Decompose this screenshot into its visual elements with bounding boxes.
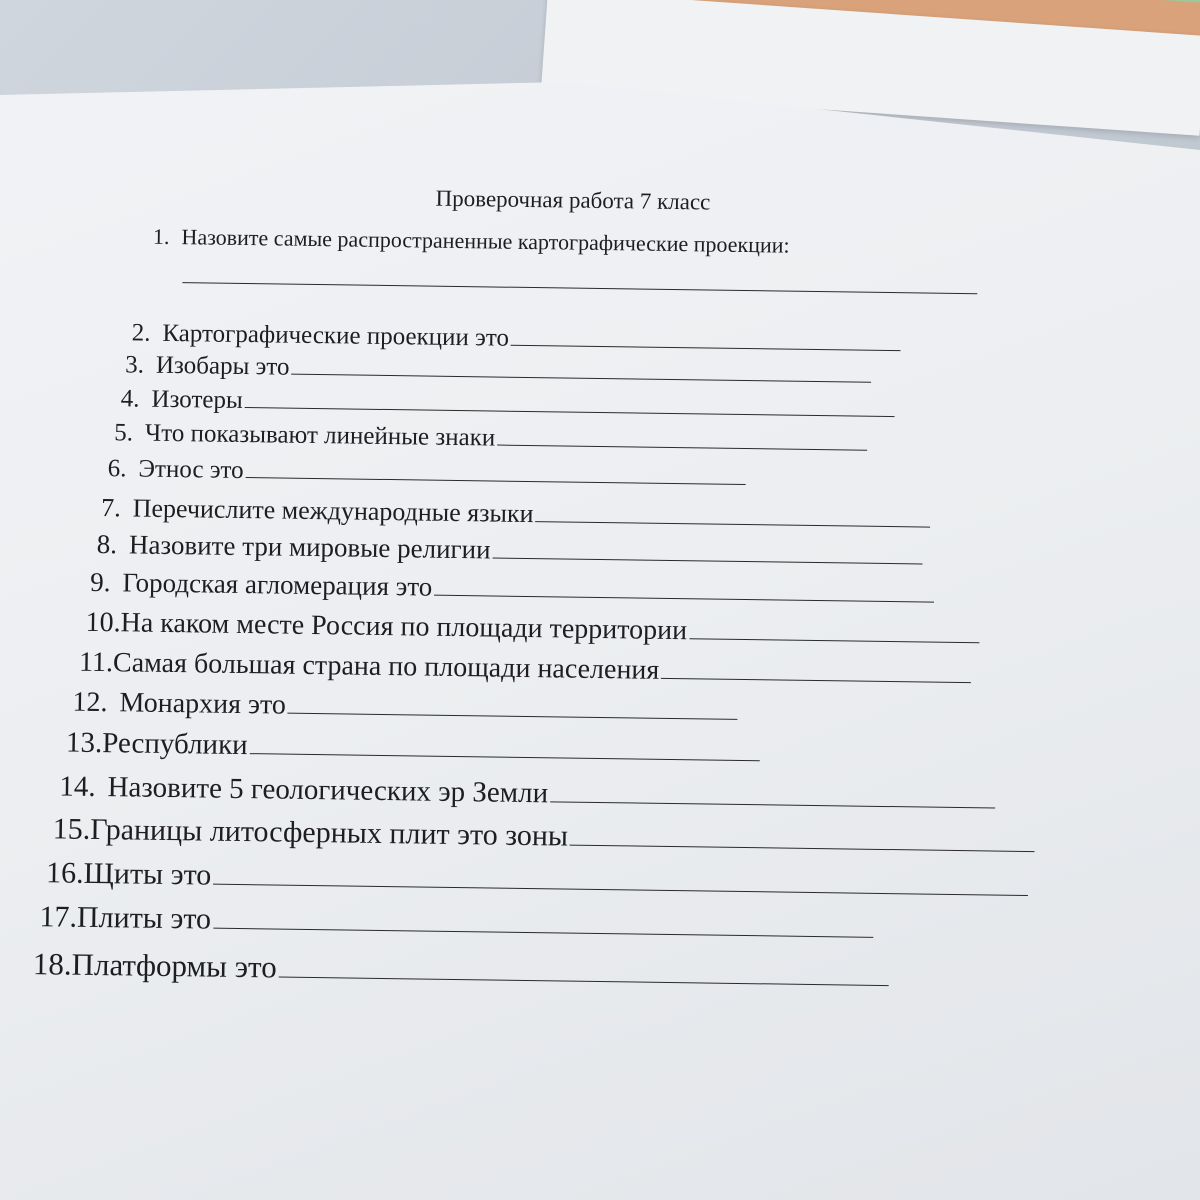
- question-number: 15.: [52, 812, 91, 846]
- answer-line[interactable]: [535, 520, 930, 528]
- answer-line[interactable]: [246, 476, 746, 485]
- answer-line[interactable]: [245, 406, 895, 417]
- answer-line[interactable]: [288, 712, 738, 720]
- question-13: [66, 727, 760, 770]
- question-number: 2.: [131, 319, 151, 347]
- question-18: [33, 946, 889, 994]
- question-text: Перечислите международные языки: [132, 493, 534, 529]
- question-number: 9.: [89, 566, 111, 598]
- question-text: Щиты это: [83, 856, 212, 892]
- answer-line[interactable]: [497, 444, 867, 451]
- question-16: [46, 856, 1029, 904]
- question-text: Назовите 5 геологических эр Земли: [107, 771, 549, 810]
- answer-line[interactable]: [291, 373, 871, 383]
- question-8: [97, 529, 923, 572]
- worksheet-title: Проверочная работа 7 класс: [435, 185, 711, 215]
- question-number: 13.: [65, 726, 103, 760]
- question-text: Границы литосферных плит это зоны: [90, 812, 569, 853]
- question-text: Назовите самые распространенные картографические проекции:: [181, 224, 790, 258]
- answer-line[interactable]: [250, 752, 760, 761]
- answer-line[interactable]: [661, 677, 971, 683]
- question-text: Назовите три мировые религии: [128, 529, 491, 565]
- question-text: Самая большая страна по площади населения: [112, 647, 660, 686]
- question-text: Изотеры: [151, 385, 243, 414]
- question-12: [72, 687, 738, 728]
- question-17: [39, 900, 873, 946]
- question-number: 4.: [120, 385, 140, 413]
- question-text: Этнос это: [138, 455, 244, 485]
- answer-line[interactable]: [492, 556, 922, 564]
- question-10: [85, 607, 979, 651]
- question-number: 7.: [101, 493, 121, 523]
- answer-line[interactable]: [213, 927, 873, 938]
- question-number: 11.: [78, 646, 114, 679]
- question-text: Республики: [101, 727, 248, 762]
- answer-line[interactable]: [279, 976, 889, 987]
- answer-line[interactable]: [511, 344, 901, 351]
- question-number: 18.: [32, 946, 72, 982]
- question-11: [79, 647, 972, 691]
- answer-line[interactable]: [213, 883, 1028, 896]
- question-4: [121, 385, 895, 424]
- question-6: [108, 455, 746, 492]
- question-text: Картографические проекции это: [162, 319, 510, 352]
- answer-line[interactable]: [550, 800, 995, 808]
- question-5: [114, 419, 867, 458]
- question-number: 14.: [59, 770, 96, 803]
- question-number: 16.: [45, 856, 84, 890]
- question-3: [125, 351, 872, 389]
- question-number: 1.: [152, 223, 170, 249]
- question-1: [153, 224, 790, 259]
- question-number: 6.: [107, 455, 127, 483]
- question-text: Платформы это: [71, 946, 277, 985]
- question-number: 12.: [72, 686, 108, 719]
- question-text: На каком месте Россия по площади территории: [120, 607, 688, 647]
- question-15: [53, 812, 1036, 860]
- answer-line[interactable]: [570, 844, 1035, 852]
- question-text: Что показывают линейные знаки: [144, 419, 496, 452]
- question-number: 3.: [125, 351, 145, 379]
- question-number: 5.: [114, 419, 134, 447]
- question-text: Монархия это: [119, 687, 287, 721]
- question-text: Городская агломерация это: [122, 567, 433, 602]
- question-text: Плиты это: [76, 900, 212, 936]
- question-7: [101, 493, 931, 535]
- question-9: [90, 567, 934, 610]
- answer-line[interactable]: [434, 594, 934, 603]
- answer-line-1[interactable]: [182, 282, 977, 294]
- question-number: 10.: [85, 606, 121, 639]
- question-number: 17.: [39, 900, 78, 934]
- question-number: 8.: [96, 528, 118, 560]
- question-14: [59, 770, 995, 816]
- question-text: Изобары это: [155, 351, 290, 381]
- answer-line[interactable]: [689, 637, 979, 643]
